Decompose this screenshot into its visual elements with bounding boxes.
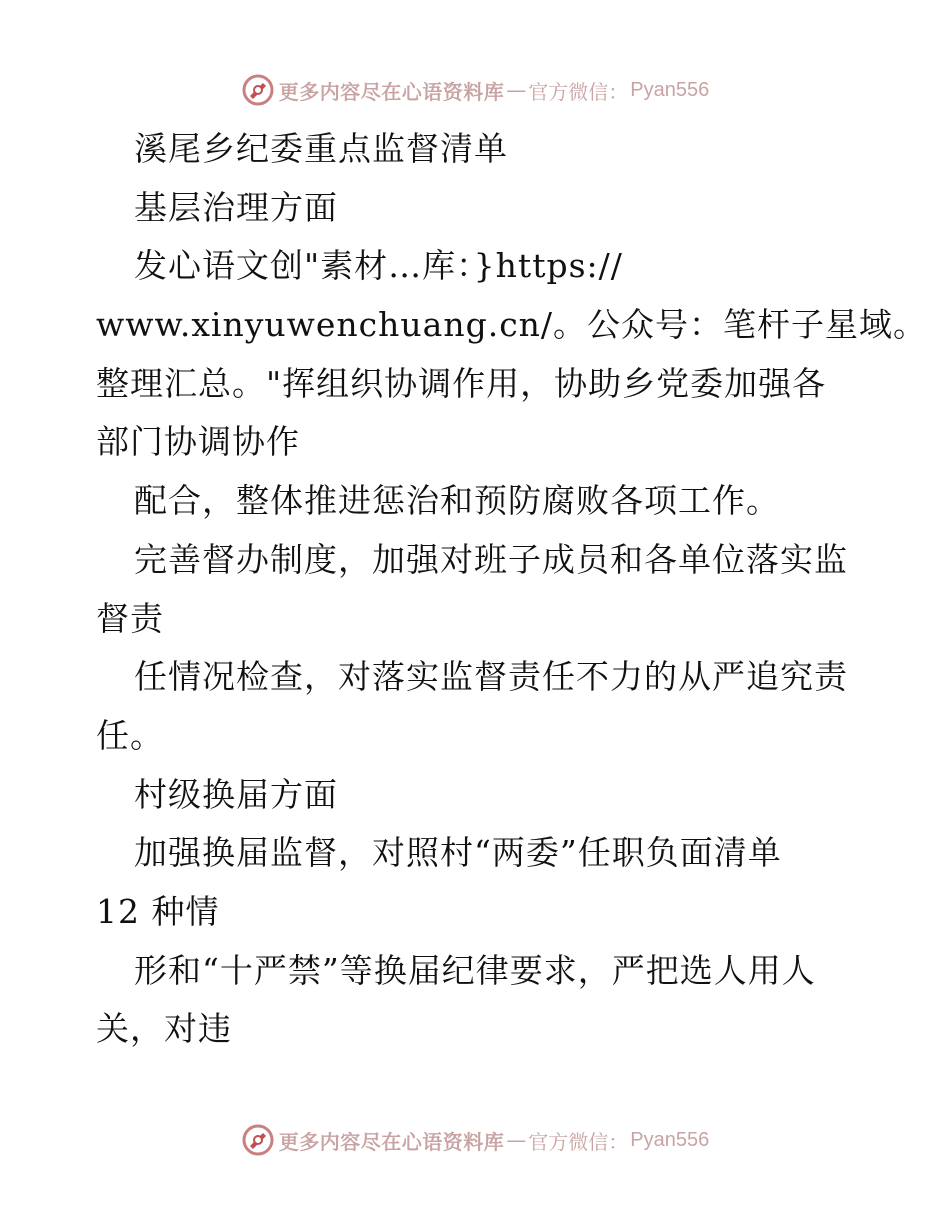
paragraph-line: 任情况检查，对落实监督责任不力的从严追究责 (134, 657, 848, 697)
watermark-text: 更多内容尽在心语资料库 (278, 79, 505, 104)
paragraph-line: 任。 (96, 715, 164, 755)
watermark-dash: — (506, 1128, 527, 1152)
paragraph-line: 督责 (96, 598, 164, 638)
watermark-wechat-id: Pyan556 (630, 78, 710, 101)
footer-watermark (0, 1120, 950, 1160)
paragraph-line: 部门协调协作 (96, 422, 300, 462)
paragraph-line: 发心语文创"素材…库：}https:// (134, 246, 623, 286)
paragraph-line: 加强换届监督，对照村“两委”任职负面清单 (134, 833, 782, 873)
watermark-text: 更多内容尽在心语资料库 (278, 1129, 505, 1154)
paragraph-line: 完善督办制度，加强对班子成员和各单位落实监 (134, 539, 848, 579)
paragraph-line: 12 种情 (96, 891, 220, 931)
paragraph-line: 关，对违 (96, 1009, 232, 1049)
section-heading-election: 村级换届方面 (134, 774, 338, 814)
watermark-wechat-label: 官方微信： (528, 79, 629, 104)
paragraph-line: 配合，整体推进惩治和预防腐败各项工作。 (134, 481, 780, 521)
watermark-wechat-id: Pyan556 (630, 1128, 710, 1151)
paragraph-line: 整理汇总。"挥组织协调作用，协助乡党委加强各 (96, 363, 827, 403)
logo-icon (241, 1123, 275, 1157)
header-watermark (0, 70, 950, 110)
document-title: 溪尾乡纪委重点监督清单 (134, 129, 508, 168)
paragraph-line: 形和“十严禁”等换届纪律要求，严把选人用人 (134, 950, 816, 990)
logo-icon (241, 73, 275, 107)
section-heading-governance: 基层治理方面 (134, 187, 338, 227)
document-body (96, 120, 928, 1059)
watermark-wechat-label: 官方微信： (528, 1129, 629, 1154)
paragraph-line: www.xinyuwenchuang.cn/。公众号：笔杆子星域。 (96, 305, 928, 345)
watermark-dash: — (506, 78, 527, 102)
